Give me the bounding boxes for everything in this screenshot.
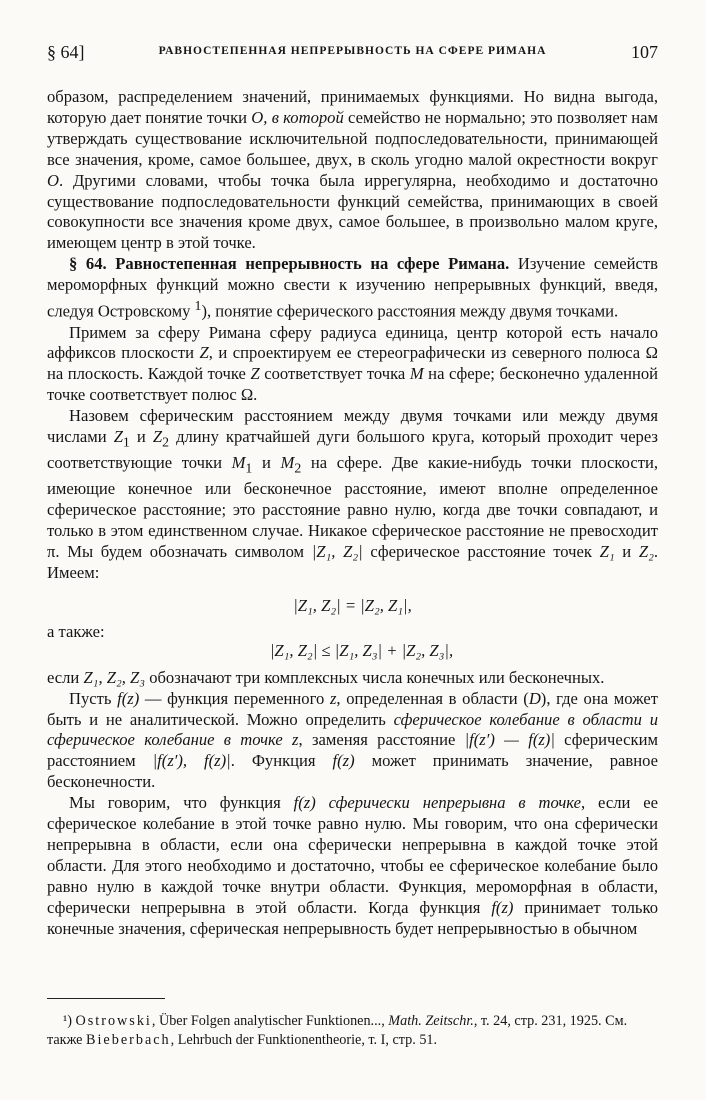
text-run: Z xyxy=(199,343,209,363)
footnote-author-2: Bieberbach xyxy=(86,1031,171,1048)
paragraph-three-numbers xyxy=(47,668,658,689)
text-run: сферически непрерывна в точке xyxy=(328,793,582,813)
text-run: . Другими словами, чтобы точка была иррегулярна, необходимо и достаточно существование подпоследовательности функций семейства, принимающих в своей совокупности все значения кроме двух, самое большее, в произвольно малом круге, имеющем центр в этой точке. xyxy=(47,170,658,253)
text-run: M xyxy=(231,453,246,473)
footnote xyxy=(47,1012,658,1049)
text-run: Z xyxy=(113,427,123,447)
text-run: z xyxy=(329,688,337,708)
text-run: соответствует точка xyxy=(259,364,410,384)
text-run: может принимать значение, равное бесконечности. xyxy=(47,751,658,792)
text-run: 2 xyxy=(294,460,302,476)
text-run: M xyxy=(409,364,424,384)
text-run: на сфере. Две какие-нибудь точки плоскости, имеющие конечное или бесконечное расстояние, имеют вполне определенное сферическое расстояние; это расстояние равно нулю, когда две точки совпадают, и только в этом единственном случае. Никакое сферическое расстояние не превосходит π. Мы будем обозначать символом xyxy=(47,453,658,562)
text-run: , и спроектируем ее стереографически из северного полюса Ω на плоскость. Каждой точке xyxy=(47,343,659,384)
text-run: Изучение семейств мероморфных функций можно свести к изучению непрерывных функций, введя, следуя Островскому xyxy=(47,254,658,321)
text-run: , т. 24, стр. 231, 1925. См. также xyxy=(47,1013,628,1048)
text-run: |Z₁, Z₂| xyxy=(311,542,363,562)
footnote-marker: ¹) xyxy=(63,1013,72,1029)
text-run: 1 xyxy=(245,460,253,476)
text-run: D xyxy=(528,688,541,708)
text-run: , заменяя расстояние xyxy=(298,730,465,750)
text-run: сферическое расстояние точек xyxy=(362,542,600,562)
section-reference: § 64] xyxy=(47,42,85,62)
paragraph-spherical-continuity xyxy=(47,793,658,939)
text-run: сферическим расстоянием xyxy=(47,730,658,771)
text-run: Z xyxy=(152,427,163,447)
paragraph-riemann-sphere xyxy=(47,323,658,407)
text-run: |f(z′), f(z)| xyxy=(152,751,231,771)
text-run: — функция переменного xyxy=(139,688,330,708)
text-run: образом, распределением значений, принимаемых функциями. Но видна выгода, которую дает понятие точки xyxy=(47,87,658,127)
text-run: f(z) xyxy=(117,688,140,708)
text-run: ), где она может быть и не аналитической. Можно определить xyxy=(47,688,658,729)
text-run: O xyxy=(47,170,59,190)
footnote-ref[interactable]: 1 xyxy=(194,298,202,314)
text-run: обозначают три комплексных числа конечных или бесконечных. xyxy=(145,667,605,687)
text-run: принимает только конечные значения, сферическая непрерывность будет непрерывностью в обычном xyxy=(47,897,658,938)
text-run: Назовем сферическим расстоянием между двумя точками или между двумя числами xyxy=(47,406,658,447)
text-run: Мы говорим, что функция xyxy=(69,793,294,813)
text-run: 1 xyxy=(122,434,130,450)
also-text: а также: xyxy=(47,621,105,641)
text-run: f(z) xyxy=(332,751,355,771)
text-run: , определенная в области ( xyxy=(336,688,529,708)
text-run xyxy=(316,793,329,812)
page-number: 107 xyxy=(631,42,658,62)
text-run: длину кратчайшей дуги большого круга, который проходит через соответствующие точки xyxy=(47,427,658,473)
footnote-journal: Math. Zeitschr. xyxy=(388,1013,474,1029)
text-run: , Über Folgen analytischer Funktionen..., xyxy=(151,1013,385,1029)
text-run: O, в которой xyxy=(251,107,344,127)
running-title: РАВНОСТЕПЕННАЯ НЕПРЕРЫВНОСТЬ НА СФЕРЕ РИМАНА xyxy=(158,45,547,57)
text-run: Примем за сферу Римана сферу радиуса единица, центр которой есть начало аффиксов плоскости xyxy=(47,322,658,363)
text-run: ), понятие сферического расстояния между двумя точками. xyxy=(201,301,619,321)
text-run: , если ее сферическое колебание в этой точке равно нулю. Мы говорим, что она сферически непрерывна в области, если она сферически непрерывна в каждой точке этой области. Для этого необходимо и достаточно, чтобы ее сферическое колебание было равно нулю в каждой точке внутри области. Функция, мероморфная в области, сферически непрерывна в этой области. Когда функция xyxy=(47,793,658,917)
page-header xyxy=(47,40,658,66)
text-run: если xyxy=(47,667,84,687)
text-run: и xyxy=(252,453,281,473)
paragraph-section-64 xyxy=(47,254,658,322)
text-run: семейство не нормально; это позволяет нам утверждать существование исключительной подпоследовательности, принимающей все значения, кроме, самое большее, двух, в сколь угодно малой окрестности вокруг xyxy=(47,107,658,169)
text-run: и xyxy=(129,427,153,447)
paragraph-spherical-distance xyxy=(47,406,658,584)
formula-symmetry: |Z₁, Z₂| = |Z₂, Z₁|, xyxy=(293,596,412,615)
text-run: . Имеем: xyxy=(47,542,658,583)
text-run: . Функция xyxy=(230,751,333,771)
paragraph-continuation xyxy=(47,87,658,254)
text-run: |f(z′) — f(z)| xyxy=(464,730,555,750)
text-run: M xyxy=(280,453,295,473)
section-heading: § 64. Равностепенная непрерывность на сфере Римана. xyxy=(69,254,510,274)
text-run: f(z) xyxy=(293,793,316,813)
paragraph-spherical-oscillation xyxy=(47,689,658,794)
text-run: 2 xyxy=(162,434,170,450)
text-run: Z₂ xyxy=(638,542,654,562)
text-run: f(z) xyxy=(491,897,514,917)
text-run: сферическое колебание в области и сферическое колебание в точке z xyxy=(47,709,658,750)
text-run: Z₁ xyxy=(599,542,615,562)
text-run: Z xyxy=(250,364,260,384)
text-run: , Lehrbuch der Funktionentheorie, т. I, стр. 51. xyxy=(170,1031,438,1048)
page-body xyxy=(47,87,658,940)
text-run: на сфере; бесконечно удаленной точке соответствует полюс Ω. xyxy=(47,364,659,405)
text-run: Пусть xyxy=(69,688,118,708)
text-run: Z₁, Z₂, Z₃ xyxy=(83,667,146,687)
footnote-author: Ostrowski xyxy=(75,1013,152,1029)
text-run: и xyxy=(614,542,639,562)
footnote-divider xyxy=(47,998,165,999)
formula-triangle-inequality: |Z₁, Z₂| ≤ |Z₁, Z₃| + |Z₂, Z₃|, xyxy=(269,640,454,660)
